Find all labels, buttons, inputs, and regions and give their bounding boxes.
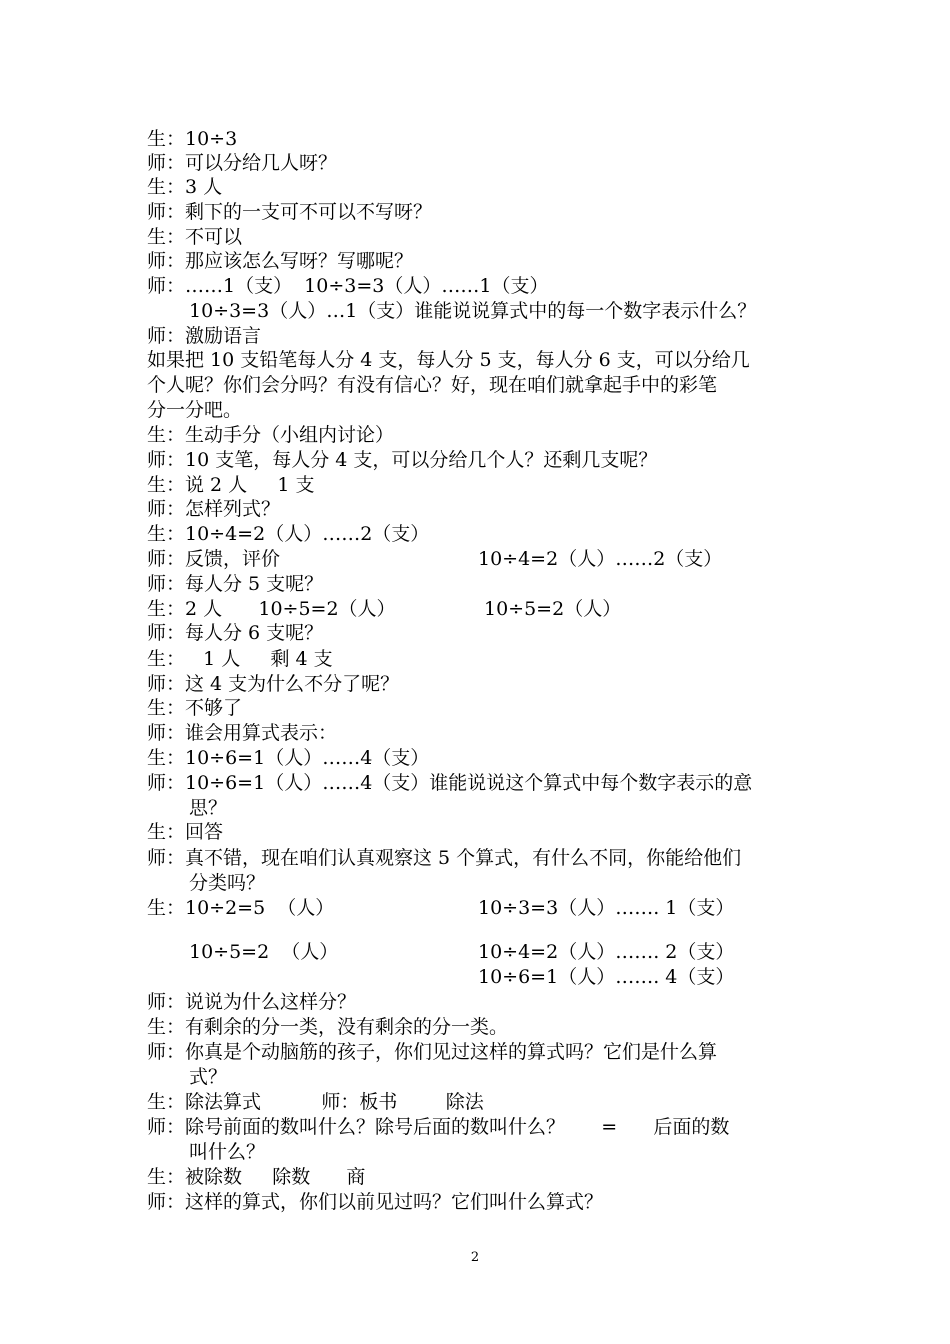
text-line: 10÷3=3（人）…1（支）谁能说说算式中的每一个数字表示什么？ [189,300,757,322]
text-line: 思？ [189,797,228,819]
text-line: 式？ [189,1066,228,1088]
text-line: 师：10÷6=1（人）……4（支）谁能说说这个算式中每个数字表示的意 [147,772,753,794]
text-line: 师：每人分 6 支呢？ [147,622,324,644]
text-line: 生：有剩余的分一类，没有剩余的分一类。 [147,1016,509,1038]
text-line: 生：被除数 除数 商 [147,1166,366,1188]
text-line: 生：说 2 人 1 支 [147,474,315,496]
text-line: 分一分吧。 [147,399,243,421]
text-line: 生： 1 人 剩 4 支 [147,648,333,670]
text-line: 生：10÷4=2（人）……2（支） [147,523,430,545]
text-line: 师：这样的算式，你们以前见过吗？它们叫什么算式？ [147,1191,604,1213]
text-line: 生：10÷2=5 （人） [147,897,335,919]
text-line: 如果把 10 支铅笔每人分 4 支，每人分 5 支，每人分 6 支，可以分给几 [147,349,750,371]
text-line: 生：除法算式 师：板书 除法 [147,1091,484,1113]
text-line: 师：那应该怎么写呀？写哪呢？ [147,250,414,272]
text-line: 10÷3=3（人）……. 1（支） [478,897,735,919]
text-line: 师：激励语言 [147,325,262,347]
text-line: 师：谁会用算式表示： [147,722,338,744]
text-line: 10÷4=2（人）……. 2（支） [478,941,735,963]
text-line: 分类吗？ [189,872,266,894]
text-line: 生：2 人 10÷5=2（人） [147,598,396,620]
text-line: 10÷6=1（人）……. 4（支） [478,966,735,988]
text-line: 10÷4=2（人）……2（支） [478,548,723,570]
page-number: 2 [470,1250,480,1265]
text-line: 生：不可以 [147,226,243,248]
text-line: 10÷5=2 （人） [189,941,339,963]
text-line: 10÷5=2（人） [484,598,622,620]
text-line: 师：怎样列式？ [147,498,281,520]
text-line: 生：生动手分（小组内讨论） [147,424,395,446]
text-line: 师：你真是个动脑筋的孩子，你们见过这样的算式吗？它们是什么算 [147,1041,718,1063]
text-line: 师：10 支笔，每人分 4 支，可以分给几个人？还剩几支呢？ [147,449,658,471]
text-line: 生：不够了 [147,697,243,719]
text-line: 生：10÷6=1（人）……4（支） [147,747,430,769]
text-line: 师：可以分给几人呀？ [147,152,338,174]
text-line: 师：除号前面的数叫什么？除号后面的数叫什么？ = 后面的数 [147,1116,730,1138]
text-line: 师：真不错，现在咱们认真观察这 5 个算式，有什么不同，你能给他们 [147,847,742,869]
text-line: 师：反馈，评价 [147,548,281,570]
text-line: 师：剩下的一支可不可以不写呀？ [147,201,433,223]
text-line: 师：说说为什么这样分？ [147,991,357,1013]
text-line: 师：……1（支） 10÷3=3（人）……1（支） [147,275,549,297]
text-line: 师：每人分 5 支呢？ [147,573,324,595]
text-line: 个人呢？你们会分吗？有没有信心？好，现在咱们就拿起手中的彩笔 [147,374,718,396]
text-line: 师：这 4 支为什么不分了呢？ [147,673,400,695]
text-line: 生：3 人 [147,176,223,198]
text-line: 叫什么？ [189,1141,266,1163]
text-line: 生：回答 [147,821,224,843]
text-line: 生：10÷3 [147,128,238,150]
